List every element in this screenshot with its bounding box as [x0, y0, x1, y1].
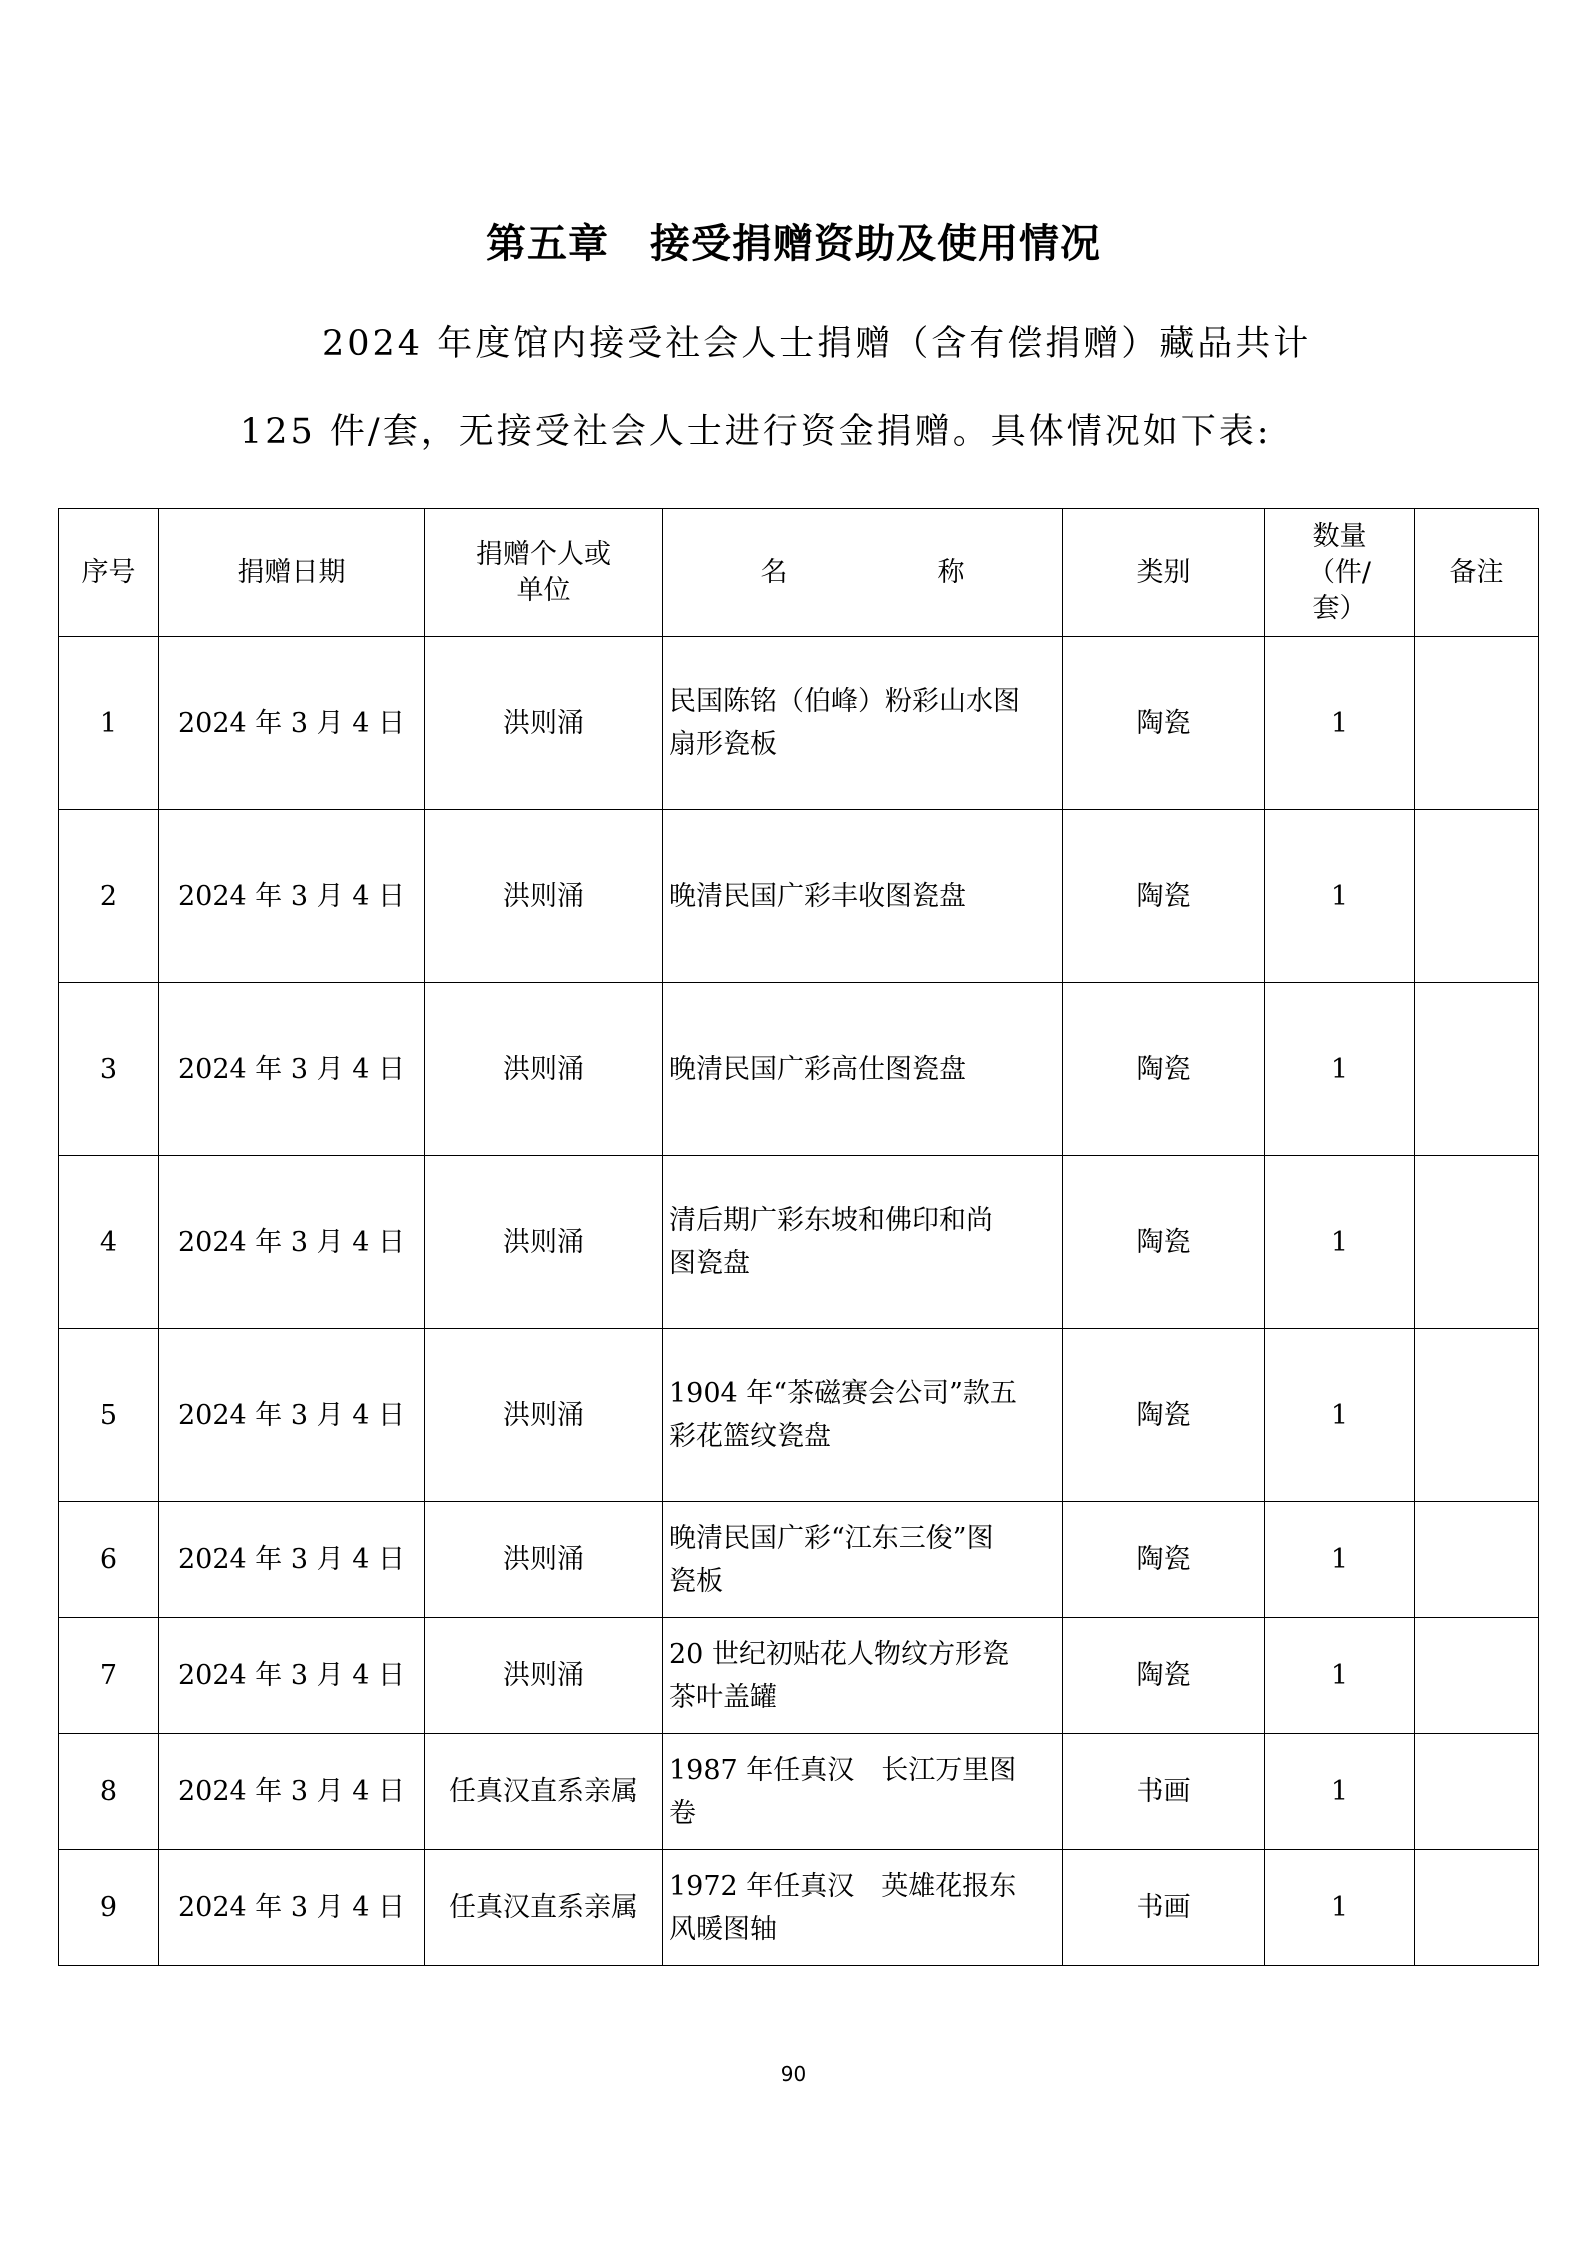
cell-index: 1 [59, 637, 159, 810]
cell-category: 书画 [1063, 1850, 1265, 1966]
cell-note [1415, 1618, 1539, 1734]
cell-note [1415, 1850, 1539, 1966]
cell-index: 7 [59, 1618, 159, 1734]
cell-donor: 洪则涌 [425, 810, 663, 983]
cell-donor: 洪则涌 [425, 1329, 663, 1502]
cell-category: 陶瓷 [1063, 810, 1265, 983]
item-name-line: 晚清民国广彩“江东三俊”图 [669, 1522, 994, 1554]
cell-donor: 洪则涌 [425, 1502, 663, 1618]
cell-note [1415, 1329, 1539, 1502]
cell-category: 陶瓷 [1063, 637, 1265, 810]
cell-index: 3 [59, 983, 159, 1156]
cell-quantity: 1 [1265, 1850, 1415, 1966]
cell-category: 陶瓷 [1063, 1618, 1265, 1734]
cell-date: 2024 年 3 月 4 日 [159, 1156, 425, 1329]
table-row [59, 637, 1539, 810]
item-name-line: 扇形瓷板 [669, 729, 777, 760]
table-row [59, 1734, 1539, 1850]
header-index: 序号 [59, 509, 159, 637]
cell-quantity: 1 [1265, 1502, 1415, 1618]
cell-index: 2 [59, 810, 159, 983]
cell-name [663, 637, 1063, 810]
table-row [59, 1850, 1539, 1966]
header-date: 捐赠日期 [159, 509, 425, 637]
cell-date: 2024 年 3 月 4 日 [159, 1618, 425, 1734]
table-header-row [59, 509, 1539, 637]
item-name-line: 茶叶盖罐 [669, 1681, 777, 1713]
cell-donor: 任真汉直系亲属 [425, 1850, 663, 1966]
item-name-line: 风暖图轴 [669, 1913, 777, 1945]
header-donor: 捐赠个人或 单位 [425, 509, 663, 637]
chapter-title: 第五章 接受捐赠资助及使用情况 [486, 221, 1101, 267]
cell-quantity: 1 [1265, 810, 1415, 983]
table-row [59, 810, 1539, 983]
cell-quantity: 1 [1265, 1734, 1415, 1850]
cell-name [663, 1502, 1063, 1618]
table-row [59, 1329, 1539, 1502]
cell-date: 2024 年 3 月 4 日 [159, 1850, 425, 1966]
cell-note [1415, 1734, 1539, 1850]
item-name-line: 彩花篮纹瓷盘 [669, 1421, 831, 1452]
item-name-line: 晚清民国广彩高仕图瓷盘 [669, 1053, 966, 1085]
cell-name [663, 1329, 1063, 1502]
donation-table [58, 508, 1539, 1966]
cell-name [663, 810, 1063, 983]
table-row [59, 1618, 1539, 1734]
cell-donor: 洪则涌 [425, 1156, 663, 1329]
cell-category: 陶瓷 [1063, 1329, 1265, 1502]
item-name-line: 图瓷盘 [669, 1248, 750, 1279]
header-category: 类别 [1063, 509, 1265, 637]
cell-note [1415, 1156, 1539, 1329]
table-row [59, 983, 1539, 1156]
cell-donor: 洪则涌 [425, 1618, 663, 1734]
header-name: 名 称 [663, 509, 1063, 637]
cell-index: 9 [59, 1850, 159, 1966]
cell-donor: 洪则涌 [425, 637, 663, 810]
item-name-line: 卷 [669, 1797, 696, 1829]
cell-date: 2024 年 3 月 4 日 [159, 637, 425, 810]
item-name-line: 民国陈铭（伯峰）粉彩山水图 [669, 686, 1020, 717]
cell-donor: 任真汉直系亲属 [425, 1734, 663, 1850]
cell-category: 陶瓷 [1063, 983, 1265, 1156]
page-number: 90 [780, 2062, 807, 2086]
cell-quantity: 1 [1265, 1618, 1415, 1734]
cell-name [663, 1850, 1063, 1966]
intro-line-1: 2024 年度馆内接受社会人士捐赠（含有偿捐赠）藏品共计 [322, 324, 1312, 364]
item-name-line: 1987 年任真汉 长江万里图 [669, 1754, 1017, 1786]
cell-quantity: 1 [1265, 1329, 1415, 1502]
item-name-line: 晚清民国广彩丰收图瓷盘 [669, 880, 966, 912]
cell-name [663, 1156, 1063, 1329]
cell-index: 8 [59, 1734, 159, 1850]
cell-name [663, 983, 1063, 1156]
cell-date: 2024 年 3 月 4 日 [159, 810, 425, 983]
item-name-line: 瓷板 [669, 1565, 723, 1597]
cell-date: 2024 年 3 月 4 日 [159, 1329, 425, 1502]
item-name-line: 1972 年任真汉 英雄花报东 [669, 1870, 1017, 1902]
cell-quantity: 1 [1265, 637, 1415, 810]
cell-category: 书画 [1063, 1734, 1265, 1850]
item-name-line: 清后期广彩东坡和佛印和尚 [669, 1205, 993, 1236]
cell-category: 陶瓷 [1063, 1156, 1265, 1329]
table-row [59, 1502, 1539, 1618]
cell-quantity: 1 [1265, 1156, 1415, 1329]
item-name-line: 1904 年“茶磁赛会公司”款五 [669, 1378, 1017, 1409]
cell-name [663, 1734, 1063, 1850]
cell-date: 2024 年 3 月 4 日 [159, 1734, 425, 1850]
header-note: 备注 [1415, 509, 1539, 637]
cell-index: 4 [59, 1156, 159, 1329]
cell-category: 陶瓷 [1063, 1502, 1265, 1618]
cell-index: 6 [59, 1502, 159, 1618]
cell-date: 2024 年 3 月 4 日 [159, 983, 425, 1156]
cell-donor: 洪则涌 [425, 983, 663, 1156]
cell-name [663, 1618, 1063, 1734]
cell-date: 2024 年 3 月 4 日 [159, 1502, 425, 1618]
intro-line-2: 125 件/套，无接受社会人士进行资金捐赠。具体情况如下表: [240, 412, 1272, 452]
header-quantity: 数量 （件/ 套） [1265, 509, 1415, 637]
cell-quantity: 1 [1265, 983, 1415, 1156]
item-name-line: 20 世纪初贴花人物纹方形瓷 [669, 1638, 1009, 1670]
cell-note [1415, 637, 1539, 810]
cell-note [1415, 810, 1539, 983]
cell-note [1415, 1502, 1539, 1618]
cell-index: 5 [59, 1329, 159, 1502]
cell-note [1415, 983, 1539, 1156]
table-row [59, 1156, 1539, 1329]
